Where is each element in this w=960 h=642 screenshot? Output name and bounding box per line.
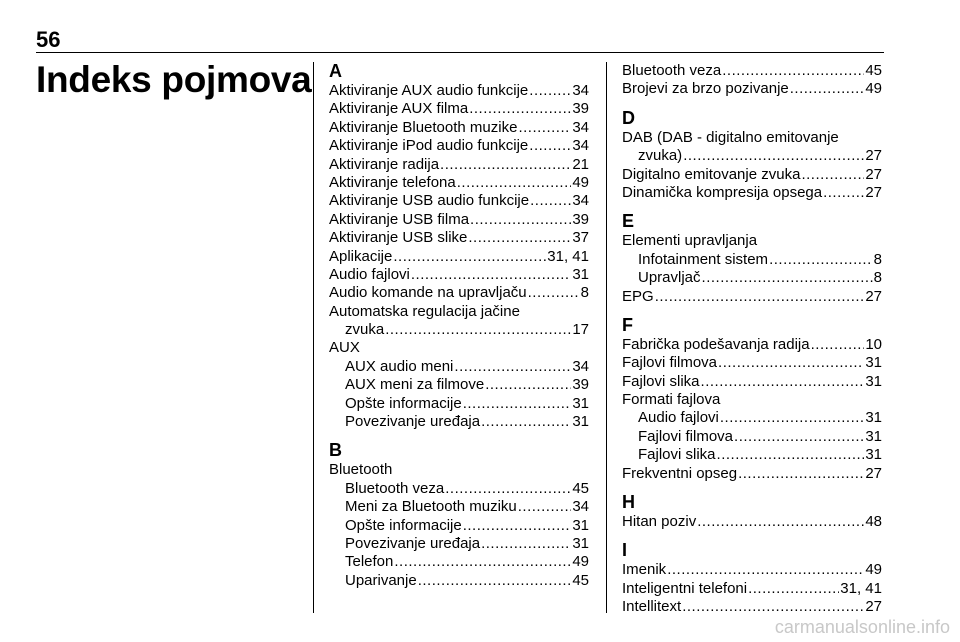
entry-page: 31, 41 [547, 247, 589, 265]
entry-term: Meni za Bluetooth muziku [345, 498, 517, 516]
index-section [622, 541, 882, 616]
dot-leader [702, 269, 873, 287]
entry-page: 31 [865, 354, 882, 372]
index-section [622, 316, 882, 483]
index-subentry [329, 358, 589, 376]
entry-term: Infotainment sistem [638, 250, 769, 268]
index-heading: DAB (DAB - digitalno emitovanje [622, 128, 839, 146]
index-column-2 [622, 62, 882, 617]
entry-page: 31 [865, 409, 882, 427]
section-letter: E [622, 211, 635, 232]
dot-leader [720, 409, 864, 427]
dot-leader [718, 354, 864, 372]
index-entry [622, 465, 882, 483]
entry-page: 8 [580, 284, 589, 302]
index-subentry [622, 251, 882, 269]
section-letter: F [622, 314, 633, 335]
index-entry [329, 137, 589, 155]
dot-leader [717, 446, 865, 464]
dot-leader [411, 266, 571, 284]
entry-page: 49 [572, 553, 589, 571]
dot-leader [518, 119, 571, 137]
entry-term: Povezivanje uređaja [345, 534, 481, 552]
index-entry [622, 336, 882, 354]
entry-page: 45 [865, 62, 882, 79]
index-subentry [622, 409, 882, 427]
dot-leader [748, 580, 839, 598]
entry-term: Aplikacije [329, 247, 393, 265]
entry-term: Bluetooth veza [622, 62, 722, 79]
dot-leader [393, 248, 546, 266]
dot-leader [734, 428, 864, 446]
index-entry [622, 373, 882, 391]
entry-page: 39 [572, 376, 589, 394]
entry-page: 49 [865, 561, 882, 579]
dot-leader [457, 174, 572, 192]
watermark: carmanualsonline.info [774, 617, 950, 637]
section-letter: H [622, 492, 635, 513]
entry-term: Fajlovi filmova [638, 427, 734, 445]
entry-page: 49 [865, 80, 882, 98]
entry-term: Aktiviranje radija [329, 155, 440, 173]
index-entry [622, 166, 882, 184]
index-entry [329, 119, 589, 137]
entry-page: 27 [865, 147, 882, 165]
entry-term: Audio fajlovi [638, 409, 719, 427]
entry-page: 31 [572, 413, 589, 431]
dot-leader [394, 553, 571, 571]
index-subentry [329, 321, 589, 339]
dot-leader [485, 376, 571, 394]
entry-term: Aktiviranje USB filma [329, 210, 470, 228]
entry-term: Frekventni opseg [622, 464, 738, 482]
index-entry [329, 156, 589, 174]
index-section [329, 62, 589, 431]
index-heading: Elementi upravljanja [622, 232, 758, 250]
index-column-1 [329, 62, 589, 590]
dot-leader [811, 336, 865, 354]
index-section [622, 493, 882, 531]
entry-term: Audio fajlovi [329, 265, 410, 283]
entry-page: 34 [572, 357, 589, 375]
entry-page: 45 [572, 571, 589, 589]
index-heading: Formati fajlova [622, 391, 721, 409]
entry-term: Fajlovi slika [638, 446, 716, 464]
index-section [329, 441, 589, 590]
index-section [622, 62, 882, 99]
header-rule [36, 52, 884, 53]
dot-leader [418, 572, 572, 590]
entry-page: 31 [572, 534, 589, 552]
entry-page: 31 [865, 372, 882, 390]
index-entry [622, 598, 882, 616]
entry-page: 27 [865, 183, 882, 201]
index-entry [329, 229, 589, 247]
entry-page: 34 [572, 498, 589, 516]
entry-term: Aktiviranje AUX audio funkcije [329, 82, 529, 99]
entry-page: 27 [865, 287, 882, 305]
entry-term: Fajlovi filmova [622, 354, 718, 372]
dot-leader [682, 598, 864, 616]
dot-leader [469, 100, 571, 118]
index-subentry [329, 395, 589, 413]
index-entry [329, 174, 589, 192]
index-section [622, 109, 882, 203]
index-heading: Automatska regulacija jačine [329, 302, 520, 320]
index-entry [622, 354, 882, 372]
index-subentry [329, 517, 589, 535]
dot-leader [738, 465, 864, 483]
entry-term: EPG [622, 287, 654, 305]
dot-leader [667, 561, 864, 579]
dot-leader [701, 373, 865, 391]
entry-term: Aktiviranje USB audio funkcije [329, 192, 530, 210]
index-subentry [329, 480, 589, 498]
index-subentry [329, 535, 589, 553]
entry-term: Aktiviranje AUX filma [329, 100, 469, 118]
entry-term: Digitalno emitovanje zvuka [622, 165, 801, 183]
index-subentry [329, 498, 589, 516]
entry-page: 31, 41 [840, 579, 882, 597]
index-entry [622, 561, 882, 579]
dot-leader [445, 480, 571, 498]
entry-term: Audio komande na upravljaču [329, 284, 527, 302]
entry-term: AUX audio meni [345, 357, 454, 375]
index-subentry [329, 572, 589, 590]
entry-term: Fajlovi slika [622, 372, 700, 390]
entry-term: Inteligentni telefoni [622, 579, 748, 597]
entry-page: 10 [865, 335, 882, 353]
entry-page: 39 [572, 100, 589, 118]
index-entry [622, 184, 882, 202]
index-entry [329, 248, 589, 266]
index-entry [329, 284, 589, 302]
entry-page: 31 [572, 265, 589, 283]
dot-leader [481, 413, 571, 431]
dot-leader [769, 251, 873, 269]
index-entry [329, 266, 589, 284]
index-entry [329, 192, 589, 210]
index-subentry [622, 269, 882, 287]
entry-page: 8 [873, 250, 882, 268]
dot-leader [463, 517, 572, 535]
entry-term: Opšte informacije [345, 394, 462, 412]
dot-leader [468, 229, 571, 247]
index-title: Indeks pojmova [36, 59, 312, 100]
entry-page: 31 [572, 394, 589, 412]
dot-leader [440, 156, 571, 174]
entry-page: 31 [865, 427, 882, 445]
entry-term: Aktiviranje iPod audio funkcije [329, 137, 529, 155]
entry-page: 34 [572, 82, 589, 99]
dot-leader [530, 192, 571, 210]
entry-page: 34 [572, 118, 589, 136]
dot-leader [823, 184, 864, 202]
column-divider-right [606, 62, 607, 613]
dot-leader [463, 395, 572, 413]
index-entry [622, 80, 882, 98]
entry-term: Bluetooth veza [345, 479, 445, 497]
index-subentry [622, 446, 882, 464]
dot-leader [697, 513, 864, 531]
dot-leader [529, 137, 571, 155]
entry-term: Opšte informacije [345, 516, 462, 534]
entry-term: Aktiviranje telefona [329, 173, 456, 191]
entry-page: 34 [572, 192, 589, 210]
entry-page: 27 [865, 165, 882, 183]
index-entry [329, 82, 589, 100]
entry-page: 31 [572, 516, 589, 534]
index-subentry [622, 428, 882, 446]
entry-page: 49 [572, 173, 589, 191]
dot-leader [790, 80, 865, 98]
index-heading: Bluetooth [329, 461, 393, 479]
dot-leader [481, 535, 571, 553]
entry-term: Povezivanje uređaja [345, 413, 481, 431]
dot-leader [529, 82, 571, 100]
dot-leader [518, 498, 572, 516]
section-letter: B [329, 440, 342, 461]
section-letter: D [622, 107, 635, 128]
entry-term: Imenik [622, 561, 667, 579]
page-number: 56 [36, 27, 61, 52]
entry-term: Uparivanje [345, 571, 417, 589]
index-section [622, 212, 882, 306]
entry-term: Hitan poziv [622, 513, 697, 531]
entry-term: Telefon [345, 553, 394, 571]
dot-leader [385, 321, 571, 339]
entry-page: 37 [572, 229, 589, 247]
section-letter: I [622, 540, 628, 561]
entry-term: Fabrička podešavanja radija [622, 335, 810, 353]
index-subentry [329, 553, 589, 571]
index-subentry [329, 413, 589, 431]
dot-leader [683, 147, 864, 165]
entry-page: 39 [572, 210, 589, 228]
entry-page: 27 [865, 464, 882, 482]
entry-term: Brojevi za brzo pozivanje [622, 80, 789, 98]
entry-page: 21 [572, 155, 589, 173]
index-entry [622, 62, 882, 80]
index-entry [622, 288, 882, 306]
entry-term: AUX meni za filmove [345, 376, 485, 394]
entry-page: 45 [572, 479, 589, 497]
index-entry [622, 580, 882, 598]
entry-term: Aktiviranje Bluetooth muzike [329, 118, 518, 136]
entry-term: zvuka) [638, 147, 683, 165]
dot-leader [655, 288, 865, 306]
entry-page: 34 [572, 137, 589, 155]
entry-page: 17 [572, 321, 589, 339]
section-letter: A [329, 61, 342, 81]
entry-page: 48 [865, 513, 882, 531]
entry-page: 27 [865, 598, 882, 616]
entry-term: zvuka [345, 321, 385, 339]
dot-leader [801, 166, 864, 184]
entry-page: 8 [873, 269, 882, 287]
dot-leader [470, 211, 571, 229]
column-divider-left [313, 62, 314, 613]
dot-leader [454, 358, 571, 376]
index-entry [329, 100, 589, 118]
index-entry [329, 211, 589, 229]
index-subentry [329, 376, 589, 394]
dot-leader [722, 62, 864, 80]
entry-term: Upravljač [638, 269, 701, 287]
entry-page: 31 [865, 446, 882, 464]
entry-term: Aktiviranje USB slike [329, 229, 468, 247]
dot-leader [528, 284, 580, 302]
entry-term: Dinamička kompresija opsega [622, 183, 823, 201]
entry-term: Intellitext [622, 598, 682, 616]
index-heading: AUX [329, 339, 360, 357]
index-entry [622, 513, 882, 531]
index-subentry [622, 147, 882, 165]
